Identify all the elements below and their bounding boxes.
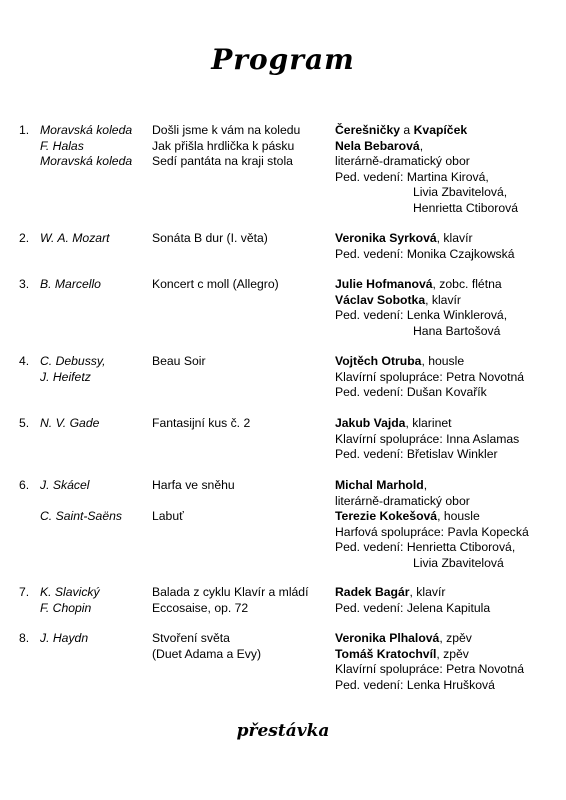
performer-detail: Klavírní spolupráce: Petra Novotná	[335, 369, 525, 384]
composer-column	[40, 478, 148, 525]
performer-detail: Ped. vedení: Lenka Hrušková	[335, 677, 495, 692]
composer: Moravská koleda	[40, 123, 133, 137]
performer-line	[335, 585, 560, 601]
performer-detail: Ped. vedení: Břetislav Winkler	[335, 447, 498, 461]
item-number: 7.	[19, 585, 30, 599]
work-column	[152, 354, 332, 370]
composer: J. Skácel	[40, 478, 90, 492]
composer-column	[40, 354, 148, 385]
work-title: Sonáta B dur (I. věta)	[152, 231, 268, 245]
performer-name: Vojtěch Otruba	[335, 354, 422, 368]
item-number: 5.	[19, 416, 30, 430]
work-title: Beau Soir	[152, 354, 206, 368]
performer-column	[335, 354, 560, 401]
item-number: 2.	[19, 231, 30, 245]
performer-detail: , klavír	[409, 585, 446, 599]
performer-line	[335, 277, 560, 293]
work-title	[152, 494, 332, 510]
composer: N. V. Gade	[40, 416, 100, 430]
work-column	[152, 416, 332, 432]
performer-name: Julie Hofmanová	[335, 277, 433, 291]
composer: B. Marcello	[40, 277, 101, 291]
performer-line	[335, 370, 560, 386]
performer-column	[335, 231, 560, 262]
performer-line	[335, 416, 560, 432]
work-title: Jak přišla hrdlička k pásku	[152, 138, 295, 153]
composer-column	[40, 416, 148, 432]
performer-line	[335, 123, 560, 139]
work-column	[152, 277, 332, 293]
performer-detail: , klavír	[425, 292, 461, 307]
performer-line	[335, 293, 560, 309]
performer-column	[335, 123, 560, 216]
work-column	[152, 585, 332, 616]
performer-line	[335, 631, 560, 647]
composer-column	[40, 585, 148, 616]
performer-name: Veronika Syrková	[335, 231, 437, 245]
composer: J. Heifetz	[40, 369, 91, 384]
performer-line	[335, 385, 560, 401]
performer-detail: Livia Zbavitelová,	[413, 185, 508, 199]
composer-column	[40, 231, 148, 247]
composer: W. A. Mozart	[40, 231, 110, 245]
performer-line	[335, 154, 560, 170]
performer-detail: , housle	[437, 509, 480, 523]
item-number: 1.	[19, 123, 30, 137]
item-number: 3.	[19, 277, 30, 291]
item-number: 6.	[19, 478, 30, 492]
item-number: 8.	[19, 631, 30, 645]
work-title: Eccosaise, op. 72	[152, 600, 249, 615]
work-column	[152, 123, 332, 170]
work-title: Fantasijní kus č. 2	[152, 416, 251, 430]
composer: C. Debussy,	[40, 354, 106, 368]
performer-column	[335, 585, 560, 616]
performer-line	[335, 525, 560, 541]
performer-line	[335, 324, 560, 340]
performer-line	[335, 139, 560, 155]
composer: K. Slavický	[40, 585, 100, 599]
performer-detail: Ped. vedení: Monika Czajkowská	[335, 246, 515, 261]
performer-name: Tomáš Kratochvíl	[335, 646, 437, 661]
performer-line	[335, 678, 560, 694]
performer-line	[335, 170, 560, 186]
performer-column	[335, 277, 560, 339]
performer-line	[335, 231, 560, 247]
performer-name: Michal Marhold	[335, 478, 424, 492]
work-title: Koncert c moll (Allegro)	[152, 277, 279, 291]
performer-name: Veronika Plhalová	[335, 631, 440, 645]
performer-detail: literárně-dramatický obor	[335, 493, 470, 508]
performer-detail: , zpěv	[439, 631, 472, 645]
performer-line	[335, 509, 560, 525]
composer-column	[40, 631, 148, 647]
performer-line	[335, 601, 560, 617]
performer-detail: ,	[419, 138, 424, 153]
work-title: Stvoření světa	[152, 631, 230, 645]
performer-detail: Ped. vedení: Lenka Winklerová,	[335, 308, 508, 322]
performer-detail: Ped. vedení: Martina Kirová,	[335, 169, 489, 184]
performer-line	[335, 308, 560, 324]
performer-detail: , housle	[421, 354, 465, 368]
performer-line	[335, 494, 560, 510]
performer-line	[335, 185, 560, 201]
work-title: Harfa ve sněhu	[152, 478, 235, 492]
performer-name: Radek Bagár	[335, 585, 410, 599]
page-title: Program	[211, 43, 355, 76]
work-title: Došli jsme k vám na koledu	[152, 123, 301, 137]
performer-name: Jakub Vajda	[335, 416, 406, 430]
performer-detail: Harfová spolupráce: Pavla Kopecká	[335, 524, 529, 539]
performer-detail: , klarinet	[405, 416, 452, 430]
composer-column	[40, 277, 148, 293]
performer-name: Terezie Kokešová	[335, 509, 438, 523]
performer-detail: , zobc. flétna	[432, 277, 502, 291]
work-column	[152, 231, 332, 247]
performer-detail: a	[400, 123, 414, 137]
composer: F. Chopin	[40, 600, 92, 615]
performer-line	[335, 556, 560, 572]
work-title: Labuť	[152, 509, 184, 523]
work-column	[152, 478, 332, 525]
performer-detail: literárně-dramatický obor	[335, 154, 470, 168]
performer-detail: Klavírní spolupráce: Petra Novotná	[335, 662, 525, 676]
work-title: (Duet Adama a Evy)	[152, 646, 262, 661]
performer-column	[335, 631, 560, 693]
performer-detail: Henrietta Ctiborová	[413, 200, 518, 215]
composer-column	[40, 123, 148, 170]
intermission-label: přestávka	[236, 721, 330, 741]
performer-column	[335, 478, 560, 571]
performer-detail: Hana Bartošová	[413, 323, 501, 338]
performer-detail: Ped. vedení: Dušan Kovařík	[335, 385, 487, 399]
work-column	[152, 631, 332, 662]
composer	[40, 494, 148, 510]
performer-detail: Klavírní spolupráce: Inna Aslamas	[335, 431, 520, 446]
performer-name: Čerešničky	[335, 123, 401, 137]
work-title: Balada z cyklu Klavír a mládí	[152, 585, 309, 599]
performer-line	[335, 662, 560, 678]
composer: F. Halas	[40, 138, 84, 153]
performer-line	[335, 247, 560, 263]
performer-line	[335, 432, 560, 448]
performer-name: Kvapíček	[413, 123, 468, 137]
composer: Moravská koleda	[40, 154, 133, 168]
performer-detail: , zpěv	[436, 646, 469, 661]
performer-line	[335, 447, 560, 463]
performer-name: Nela Bebarová	[335, 138, 420, 153]
work-title: Sedí pantáta na kraji stola	[152, 154, 293, 168]
performer-line	[335, 478, 560, 494]
performer-line	[335, 201, 560, 217]
performer-column	[335, 416, 560, 463]
composer: J. Haydn	[40, 631, 89, 645]
performer-line	[335, 647, 560, 663]
performer-line	[335, 540, 560, 556]
performer-detail: Livia Zbavitelová	[413, 555, 504, 570]
item-number: 4.	[19, 354, 30, 368]
performer-detail: Ped. vedení: Jelena Kapitula	[335, 600, 491, 615]
performer-detail: ,	[423, 478, 428, 492]
composer: C. Saint-Saëns	[40, 509, 122, 523]
performer-detail: , klavír	[436, 231, 473, 245]
performer-detail: Ped. vedení: Henrietta Ctiborová,	[335, 540, 516, 554]
performer-name: Václav Sobotka	[335, 292, 426, 307]
performer-line	[335, 354, 560, 370]
